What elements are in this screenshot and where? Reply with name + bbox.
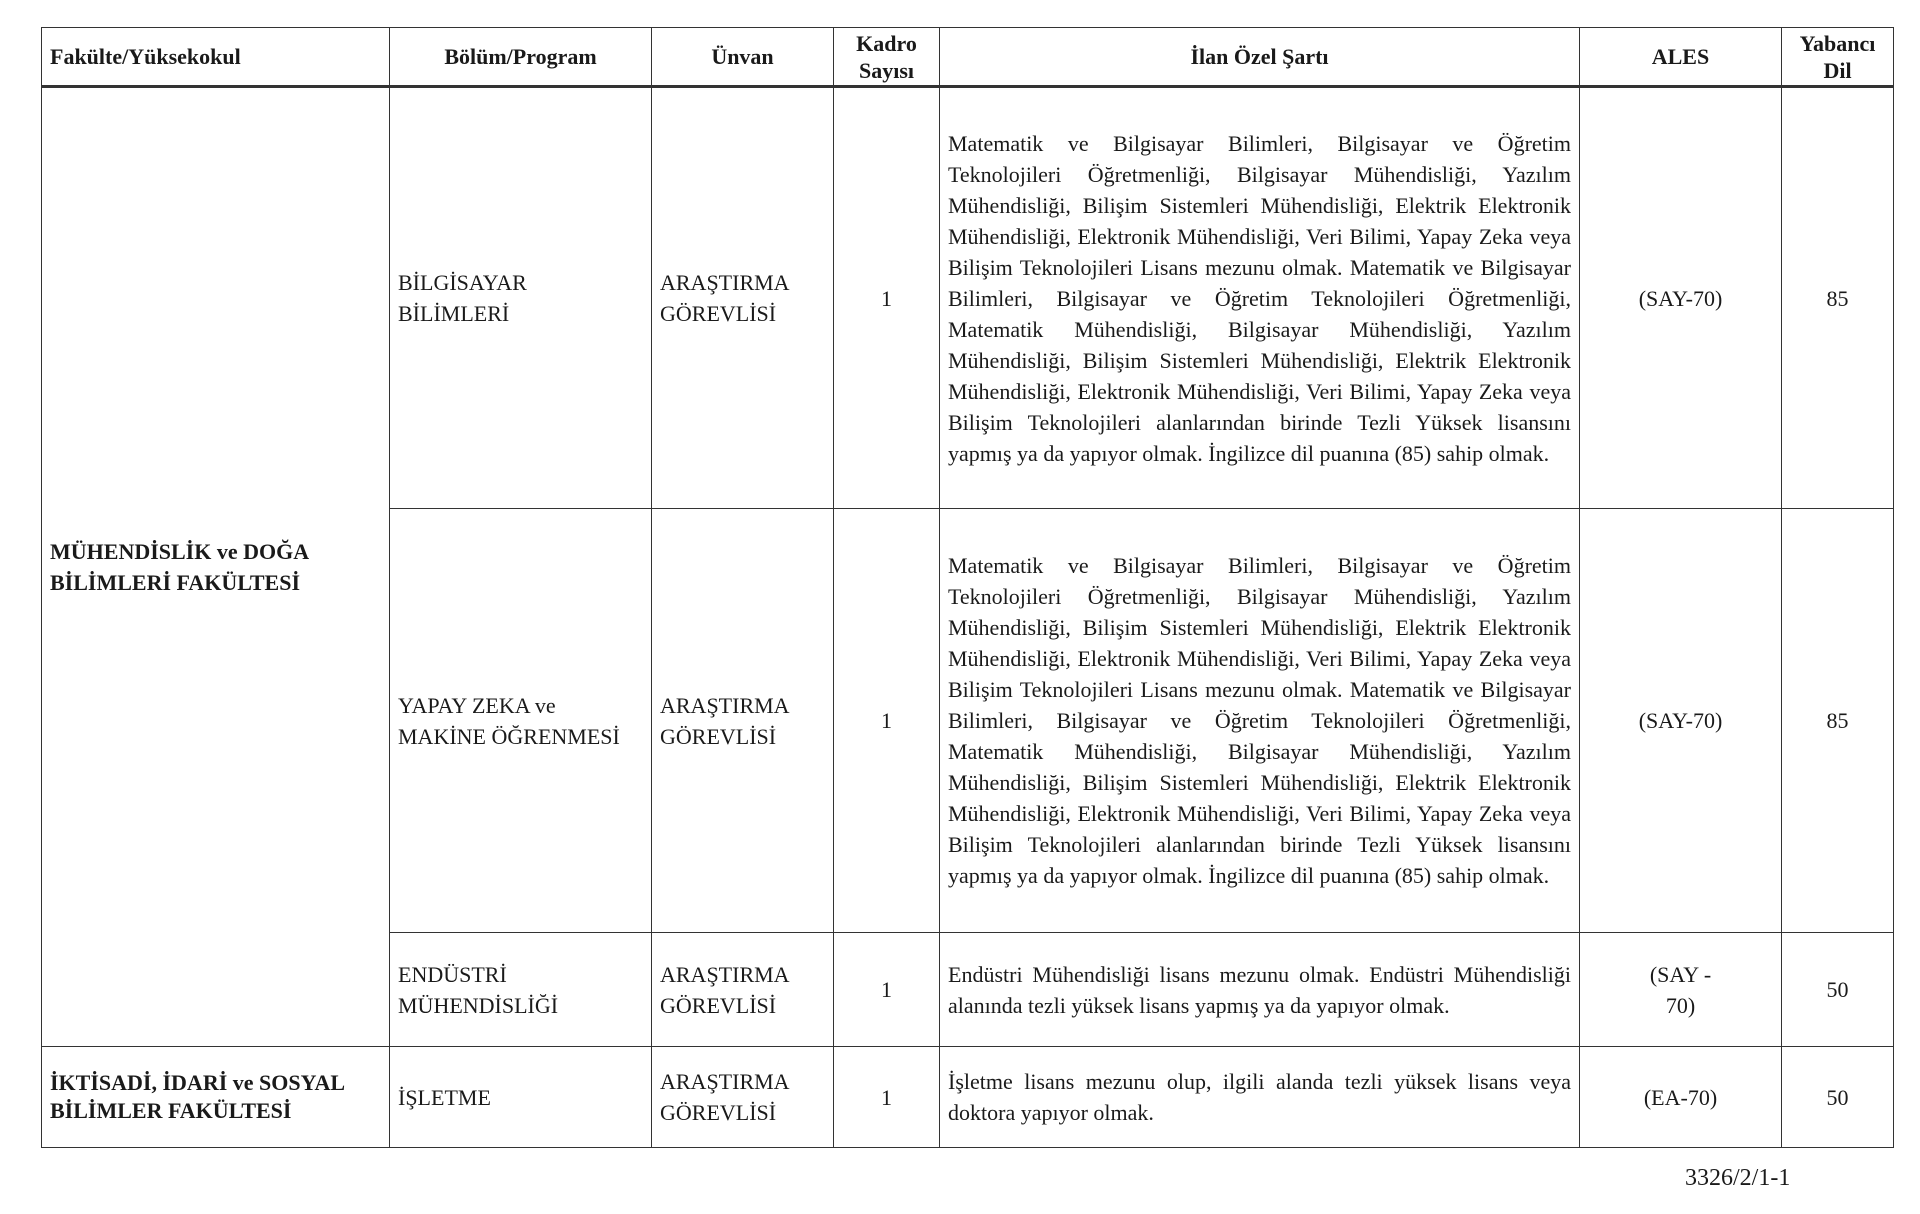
requirement-cell: Matematik ve Bilgisayar Bilimleri, Bilgisayar ve Öğretim Teknolojileri Öğretmenliği, Bilgisayar Mühendisliği, Yazılım Mühendisliği, Bilişim Sistemleri Mühendisliği, Elektrik Elektronik Mühendisliği, Elektronik Mühendisliği, Veri Bilimi, Yapay Zeka veya Bilişim Teknolojileri Lisans mezunu olmak. Matematik ve Bilgisayar Bilimleri, Bilgisayar ve Öğretim Teknolojileri Öğretmenliği, Matematik Mühendisliği, Bilgisayar Mühendisliği, Yazılım Mühendisliği, Bilişim Sistemleri Mühendisliği, Elektrik Elektronik Mühendisliği, Elektronik Mühendisliği, Veri Bilimi, Yapay Zeka veya Bilişim Teknolojileri alanlarından birinde Tezli Yüksek lisansını yapmış ya da yapıyor olmak. İngilizce dil puanına (85) sahip olmak. — [940, 87, 1580, 509]
positions-table — [41, 27, 1894, 1148]
requirement-cell: İşletme lisans mezunu olup, ilgili alanda tezli yüksek lisans veya doktora yapıyor olmak. — [940, 1047, 1580, 1148]
department-cell: ENDÜSTRİ MÜHENDİSLİĞİ — [390, 933, 652, 1047]
table-row — [42, 1047, 1894, 1148]
count-cell: 1 — [834, 1047, 940, 1148]
count-cell: 1 — [834, 933, 940, 1047]
ales-cell: (SAY-70) — [1580, 87, 1782, 509]
header-title: Ünvan — [652, 28, 834, 87]
department-cell: YAPAY ZEKA ve MAKİNE ÖĞRENMESİ — [390, 509, 652, 933]
header-row — [42, 28, 1894, 87]
title-cell: ARAŞTIRMA GÖREVLİSİ — [652, 1047, 834, 1148]
requirement-cell: Matematik ve Bilgisayar Bilimleri, Bilgisayar ve Öğretim Teknolojileri Öğretmenliği, Bilgisayar Mühendisliği, Yazılım Mühendisliği, Bilişim Sistemleri Mühendisliği, Elektrik Elektronik Mühendisliği, Elektronik Mühendisliği, Veri Bilimi, Yapay Zeka veya Bilişim Teknolojileri Lisans mezunu olmak. Matematik ve Bilgisayar Bilimleri, Bilgisayar ve Öğretim Teknolojileri Öğretmenliği, Matematik Mühendisliği, Bilgisayar Mühendisliği, Yazılım Mühendisliği, Bilişim Sistemleri Mühendisliği, Elektrik Elektronik Mühendisliği, Elektronik Mühendisliği, Veri Bilimi, Yapay Zeka veya Bilişim Teknolojileri alanlarından birinde Tezli Yüksek lisansını yapmış ya da yapıyor olmak. İngilizce dil puanına (85) sahip olmak. — [940, 509, 1580, 933]
department-cell: İŞLETME — [390, 1047, 652, 1148]
header-count: Kadro Sayısı — [834, 28, 940, 87]
header-faculty: Fakülte/Yüksekokul — [42, 28, 390, 87]
title-cell: ARAŞTIRMA GÖREVLİSİ — [652, 933, 834, 1047]
header-requirement: İlan Özel Şartı — [940, 28, 1580, 87]
language-cell: 85 — [1782, 87, 1894, 509]
document-reference: 3326/2/1-1 — [1685, 1165, 1791, 1191]
requirement-cell: Endüstri Mühendisliği lisans mezunu olmak. Endüstri Mühendisliği alanında tezli yüksek lisans yapmış ya da yapıyor olmak. — [940, 933, 1580, 1047]
header-department: Bölüm/Program — [390, 28, 652, 87]
language-cell: 50 — [1782, 933, 1894, 1047]
faculty-cell: MÜHENDİSLİK ve DOĞA BİLİMLERİ FAKÜLTESİ — [42, 87, 390, 1047]
ales-cell: (SAY-70) — [1580, 509, 1782, 933]
language-cell: 85 — [1782, 509, 1894, 933]
title-cell: ARAŞTIRMA GÖREVLİSİ — [652, 87, 834, 509]
count-cell: 1 — [834, 509, 940, 933]
ales-cell: (EA-70) — [1580, 1047, 1782, 1148]
title-cell: ARAŞTIRMA GÖREVLİSİ — [652, 509, 834, 933]
language-cell: 50 — [1782, 1047, 1894, 1148]
faculty-cell: İKTİSADİ, İDARİ ve SOSYAL BİLİMLER FAKÜLTESİ — [42, 1047, 390, 1148]
header-language: Yabancı Dil — [1782, 28, 1894, 87]
header-ales: ALES — [1580, 28, 1782, 87]
count-cell: 1 — [834, 87, 940, 509]
table-row — [42, 87, 1894, 509]
department-cell: BİLGİSAYAR BİLİMLERİ — [390, 87, 652, 509]
ales-cell: (SAY - 70) — [1580, 933, 1782, 1047]
